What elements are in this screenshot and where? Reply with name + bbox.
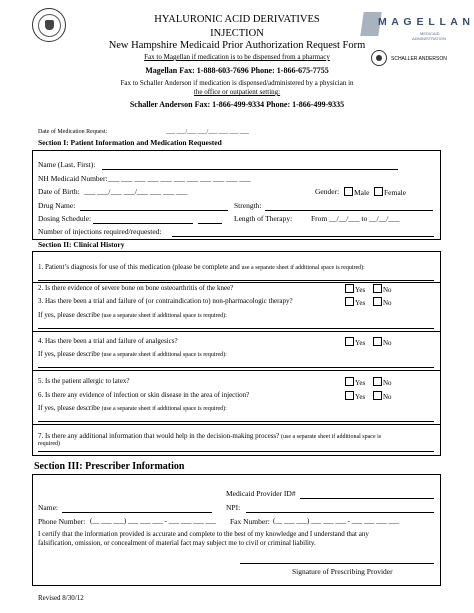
patient-name-field[interactable] xyxy=(102,169,398,170)
medicaid-number-label: NH Medicaid Number: xyxy=(38,174,108,183)
q1-diagnosis xyxy=(38,263,365,271)
q3-describe-text: If yes, please describe xyxy=(38,311,100,319)
q3-describe-field[interactable] xyxy=(38,328,434,329)
fax-magellan-note: Fax to Magellan if medication is to be dispensed from a pharmacy xyxy=(144,53,330,61)
q1-text: 1. Patient’s diagnosis for use of this medication (please be complete and xyxy=(38,263,240,271)
q7-note-1: (use a separate sheet if additional space is xyxy=(281,434,382,440)
q1-divider xyxy=(32,282,440,283)
strength-label: Strength: xyxy=(234,201,262,210)
prescriber-phone-label: Phone Number: xyxy=(38,517,86,526)
q7-note-2: required) xyxy=(38,441,60,447)
q6-no-option[interactable] xyxy=(373,391,392,401)
male-checkbox[interactable] xyxy=(344,187,353,196)
schaller-anderson-logo-text: SCHALLER ANDERSON xyxy=(391,56,447,62)
q4-yes-checkbox[interactable] xyxy=(345,337,354,346)
certification-line-1: I certify that the information provided is accurate and complete to the best of my knowledge and I understand that any xyxy=(38,530,369,538)
therapy-length-label: Length of Therapy: xyxy=(234,214,293,223)
signature-field[interactable] xyxy=(240,563,434,564)
q3-no-label: No xyxy=(383,299,392,307)
prescriber-fax-field[interactable]: (__ ___ ___) ___ ___ ___ - ___ ___ ___ ___ xyxy=(273,517,399,525)
q6-yes-option[interactable] xyxy=(345,391,365,401)
section2-title: Section II: Clinical History xyxy=(38,240,125,249)
prescriber-name-field[interactable] xyxy=(62,512,212,513)
q2-yes-label: Yes xyxy=(355,286,366,294)
dosing-schedule-field-2[interactable] xyxy=(198,223,222,224)
q6-divider xyxy=(32,424,440,425)
dob-field[interactable]: ___ ___/___ ___/___ ___ ___ ___ xyxy=(84,187,188,196)
gender-male-option[interactable] xyxy=(344,187,369,197)
q5-yes-checkbox[interactable] xyxy=(345,377,354,386)
q6-text: 6. Is there any evidence of infection or skin disease in the area of injection? xyxy=(38,391,250,399)
q2-text: 2. Is there evidence of severe bone on bone osteoarthritis of the knee? xyxy=(38,284,234,292)
female-label: Female xyxy=(384,188,407,197)
q7-question xyxy=(38,432,381,440)
q2-yes-checkbox[interactable] xyxy=(345,284,354,293)
q5-no-option[interactable] xyxy=(373,377,392,387)
gender-label: Gender: xyxy=(315,187,340,196)
dob-label: Date of Birth: xyxy=(38,187,80,196)
q5-no-label: No xyxy=(383,379,392,387)
q4-no-label: No xyxy=(383,339,392,347)
q1-answer-field[interactable] xyxy=(38,280,434,281)
magellan-logo-letters: M A G E L L A N xyxy=(378,16,471,28)
q2-no-option[interactable] xyxy=(373,284,392,294)
q4-yes-option[interactable] xyxy=(345,337,365,347)
strength-field[interactable] xyxy=(265,210,433,211)
male-label: Male xyxy=(354,188,370,197)
q6-yes-label: Yes xyxy=(355,393,366,401)
npi-field[interactable] xyxy=(246,512,434,513)
section1-title: Section I: Patient Information and Medication Requested xyxy=(38,138,222,147)
q1-note: use a separate sheet if additional space is required): xyxy=(241,265,365,271)
q7-text: 7. Is there any additional information that would help in the decision-making process? xyxy=(38,432,280,440)
revised-date: Revised 8/30/12 xyxy=(38,594,84,602)
signature-label: Signature of Prescribing Provider xyxy=(292,567,393,576)
female-checkbox[interactable] xyxy=(374,187,383,196)
section3-title: Section III: Prescriber Information xyxy=(34,461,185,472)
injections-field[interactable] xyxy=(172,236,434,237)
date-request-label: Date of Medication Request: xyxy=(38,129,108,135)
injections-label: Number of injections required/requested: xyxy=(38,227,162,236)
q4-yes-label: Yes xyxy=(355,339,366,347)
gender-female-option[interactable] xyxy=(374,187,406,197)
q5-text: 5. Is the patient allergic to latex? xyxy=(38,377,130,385)
magellan-logo-sub-1: MEDICAID xyxy=(420,31,440,36)
magellan-contact: Magellan Fax: 1-888-603-7696 Phone: 1-866-675-7755 xyxy=(145,66,329,75)
drug-name-field[interactable] xyxy=(80,210,228,211)
form-title-line1: HYALURONIC ACID DERIVATIVES xyxy=(154,14,320,25)
q4-describe xyxy=(38,350,227,358)
magellan-logo-sub-2: ADMINISTRATION xyxy=(412,36,446,41)
q6-no-label: No xyxy=(383,393,392,401)
q4-describe-note: (use a separate sheet if additional space is required): xyxy=(101,352,227,358)
date-request-field[interactable]: ___ ___/___ ___/___ ___ ___ ___ xyxy=(166,129,249,135)
prescriber-fax-label: Fax Number: xyxy=(230,517,270,526)
prescriber-name-label: Name: xyxy=(38,503,58,512)
q2-no-label: No xyxy=(383,286,392,294)
q6-describe xyxy=(38,404,227,412)
q4-text: 4. Has there been a trial and failure of analgesics? xyxy=(38,337,178,345)
q4-describe-text: If yes, please describe xyxy=(38,350,100,358)
q3-describe xyxy=(38,311,227,319)
q5-yes-option[interactable] xyxy=(345,377,365,387)
q6-no-checkbox[interactable] xyxy=(373,391,382,400)
q3-no-option[interactable] xyxy=(373,297,392,307)
q4-divider xyxy=(32,370,440,371)
certification-line-2: falsification, omission, or concealment of material fact may subject me to civil or criminal liability. xyxy=(38,539,316,547)
medicaid-number-field[interactable]: ___ ___ ___ ___ ___ ___ ___ ___ ___ ___ ___ xyxy=(108,174,251,183)
q4-no-checkbox[interactable] xyxy=(373,337,382,346)
q2-no-checkbox[interactable] xyxy=(373,284,382,293)
therapy-length-field[interactable]: From __/__/___ to __/__/___ xyxy=(311,214,400,223)
patient-name-label: Name (Last, First): xyxy=(38,160,96,169)
drug-name-label: Drug Name: xyxy=(38,201,76,210)
schaller-note-1: Fax to Schaller Anderson if medication is dispensed/administered by a physician in xyxy=(120,79,354,87)
form-title-line2: INJECTION xyxy=(210,28,264,39)
q6-describe-field[interactable] xyxy=(38,421,434,422)
provider-id-label: Medicaid Provider ID# xyxy=(226,489,296,498)
q4-describe-field[interactable] xyxy=(38,367,434,368)
dosing-schedule-label: Dosing Schedule: xyxy=(38,214,92,223)
q5-yes-label: Yes xyxy=(355,379,366,387)
provider-id-field[interactable] xyxy=(300,498,434,499)
prescriber-phone-field[interactable]: (__ ___ ___) ___ ___ ___ - ___ ___ ___ ___ xyxy=(90,517,216,525)
q5-no-checkbox[interactable] xyxy=(373,377,382,386)
q3-yes-label: Yes xyxy=(355,299,366,307)
q3-yes-checkbox[interactable] xyxy=(345,297,354,306)
q3-describe-note: (use a separate sheet if additional space is required): xyxy=(101,313,227,319)
q6-yes-checkbox[interactable] xyxy=(345,391,354,400)
q3-no-checkbox[interactable] xyxy=(373,297,382,306)
schaller-contact: Schaller Anderson Fax: 1-866-499-9334 Phone: 1-866-499-9335 xyxy=(129,100,345,109)
form-title-line3: New Hampshire Medicaid Prior Authorization Request Form xyxy=(108,40,366,51)
schaller-note-2: the office or outpatient setting: xyxy=(193,88,281,96)
q6-describe-text: If yes, please describe xyxy=(38,404,100,412)
q6-describe-note: (use a separate sheet if additional space is required): xyxy=(101,406,227,412)
q7-answer-field[interactable] xyxy=(38,451,434,452)
dosing-schedule-field[interactable] xyxy=(93,223,193,224)
q2-yes-option[interactable] xyxy=(345,284,365,294)
q3-yes-option[interactable] xyxy=(345,297,365,307)
q3-text: 3. Has there been a trial and failure of (or contraindication to) non-pharmacologic therapy? xyxy=(38,297,293,305)
q4-no-option[interactable] xyxy=(373,337,392,347)
q3-divider xyxy=(32,331,440,332)
npi-label: NPI: xyxy=(226,503,241,512)
